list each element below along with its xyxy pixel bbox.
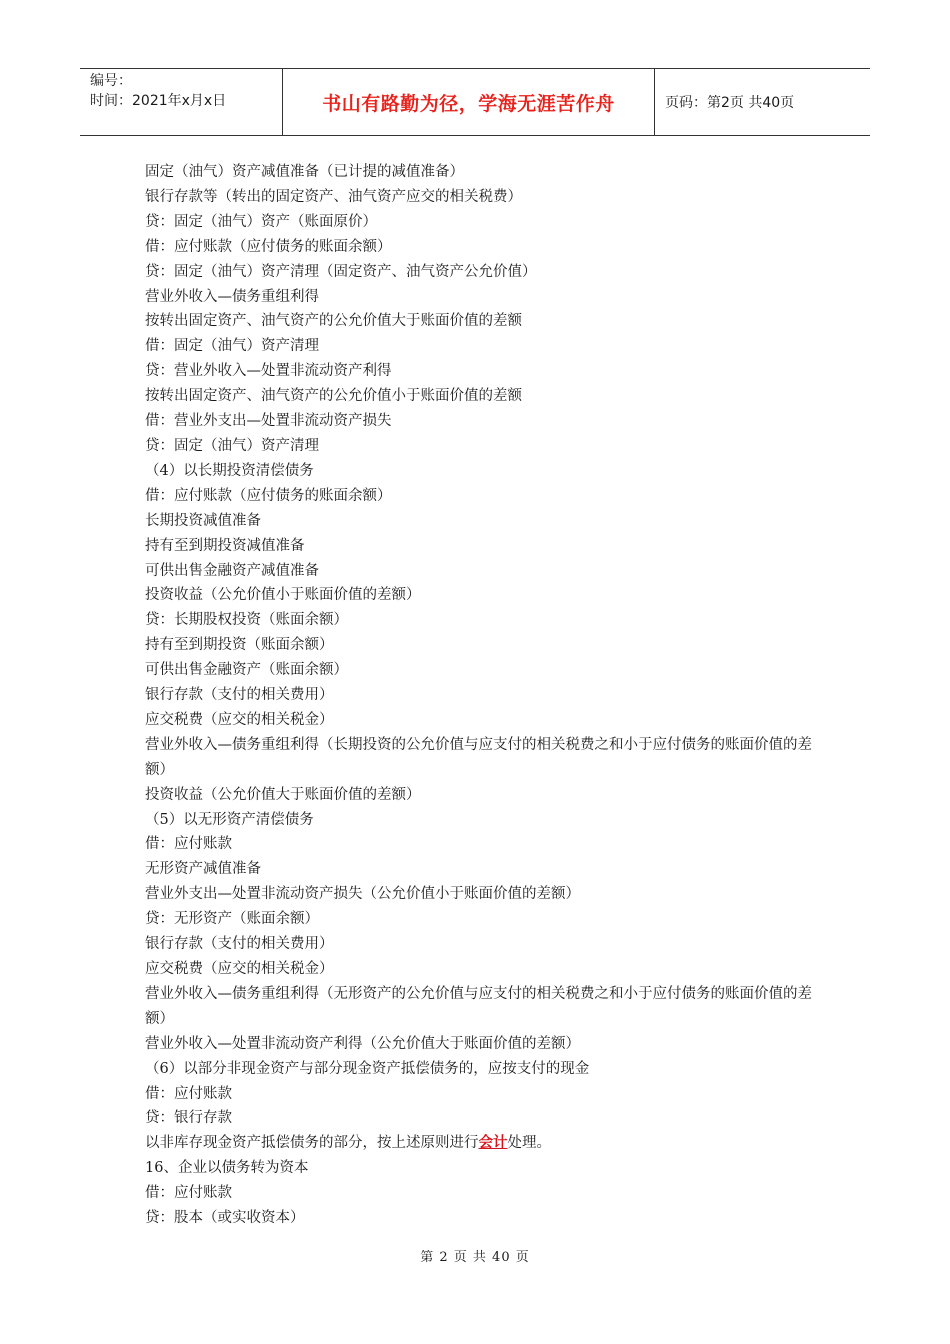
body-line: 营业外收入—债务重组利得（无形资产的公允价值与应支付的相关税费之和小于应付债务的账面价值的差额）	[145, 985, 812, 1027]
body-line: （5）以无形资产清偿债务	[145, 811, 314, 828]
body-line: 持有至到期投资（账面余额）	[145, 637, 334, 654]
page-footer: 第 2 页 共 40 页	[420, 1250, 530, 1265]
body-line: 按转出固定资产、油气资产的公允价值小于账面价值的差额	[145, 388, 522, 405]
header-motto-cell	[283, 69, 655, 135]
header-motto: 书山有路勤为径，学海无涯苦作舟	[322, 92, 615, 115]
header-page-info: 页码：第2页 共40页	[665, 95, 795, 111]
body-line: 贷：营业外收入—处置非流动资产利得	[145, 363, 392, 380]
body-line: 营业外收入—处置非流动资产利得（公允价值大于账面价值的差额）	[145, 1035, 580, 1052]
body-tail-lines	[145, 1156, 815, 1231]
body-line: 固定（油气）资产减值准备（已计提的减值准备）	[145, 164, 464, 180]
body-line: 应交税费（应交的相关税金）	[145, 961, 334, 977]
body-line: 持有至到期投资减值准备	[145, 537, 305, 554]
keyword-line-after: 处理。	[507, 1135, 551, 1152]
body-line: 应交税费（应交的相关税金）	[145, 711, 334, 728]
body-line: 贷：固定（油气）资产清理（固定资产、油气资产公允价值）	[145, 263, 537, 280]
keyword-link[interactable]: 会计	[478, 1134, 508, 1152]
body-line: 借：固定（油气）资产清理	[145, 338, 319, 355]
header-meta	[80, 69, 283, 135]
body-line: 按转出固定资产、油气资产的公允价值大于账面价值的差额	[145, 313, 522, 330]
body-line: 16、企业以债务转为资本	[145, 1160, 309, 1177]
body-line: 营业外收入—债务重组利得（长期投资的公允价值与应支付的相关税费之和小于应付债务的账面价值的差额）	[145, 736, 812, 778]
document-body	[145, 160, 815, 1231]
body-line: 贷：长期股权投资（账面余额）	[145, 612, 348, 629]
body-line: 借：应付账款	[145, 1085, 232, 1102]
page-header	[80, 68, 870, 136]
body-line: 借：应付账款	[145, 1185, 232, 1202]
body-line: 无形资产减值准备	[145, 861, 261, 878]
body-line-keyword	[145, 1131, 815, 1156]
body-line: 贷：银行存款	[145, 1110, 232, 1127]
body-line: 可供出售金融资产减值准备	[145, 562, 319, 579]
document-number-label: 编号：	[90, 73, 132, 89]
body-line: 可供出售金融资产（账面余额）	[145, 662, 348, 679]
body-line: 银行存款等（转出的固定资产、油气资产应交的相关税费）	[145, 188, 522, 205]
body-line: 借：应付账款（应付债务的账面余额）	[145, 487, 392, 504]
document-time-label: 时间：2021年x月x日	[90, 93, 227, 109]
body-lines	[145, 160, 815, 1131]
body-line: 借：营业外支出—处置非流动资产损失	[145, 413, 392, 430]
body-line: 营业外支出—处置非流动资产损失（公允价值小于账面价值的差额）	[145, 886, 580, 903]
keyword-line-before: 以非库存现金资产抵偿债务的部分，按上述原则进行	[145, 1135, 479, 1152]
body-line: （6）以部分非现金资产与部分现金资产抵偿债务的，应按支付的现金	[145, 1060, 590, 1077]
body-line: 投资收益（公允价值小于账面价值的差额）	[145, 587, 421, 604]
body-line: 银行存款（支付的相关费用）	[145, 936, 334, 953]
body-line: 贷：无形资产（账面余额）	[145, 911, 319, 928]
body-line: 投资收益（公允价值大于账面价值的差额）	[145, 786, 421, 803]
body-line: 借：应付账款（应付债务的账面余额）	[145, 238, 392, 255]
body-line: 营业外收入—债务重组利得	[145, 288, 319, 305]
body-line: 贷：固定（油气）资产（账面原价）	[145, 213, 377, 230]
body-line: 借：应付账款	[145, 836, 232, 853]
body-line: （4）以长期投资清偿债务	[145, 462, 314, 479]
body-line: 长期投资减值准备	[145, 512, 261, 529]
body-line: 贷：固定（油气）资产清理	[145, 437, 319, 454]
header-page-info-cell	[655, 69, 870, 135]
body-line: 贷：股本（或实收资本）	[145, 1210, 305, 1227]
body-line: 银行存款（支付的相关费用）	[145, 687, 334, 704]
